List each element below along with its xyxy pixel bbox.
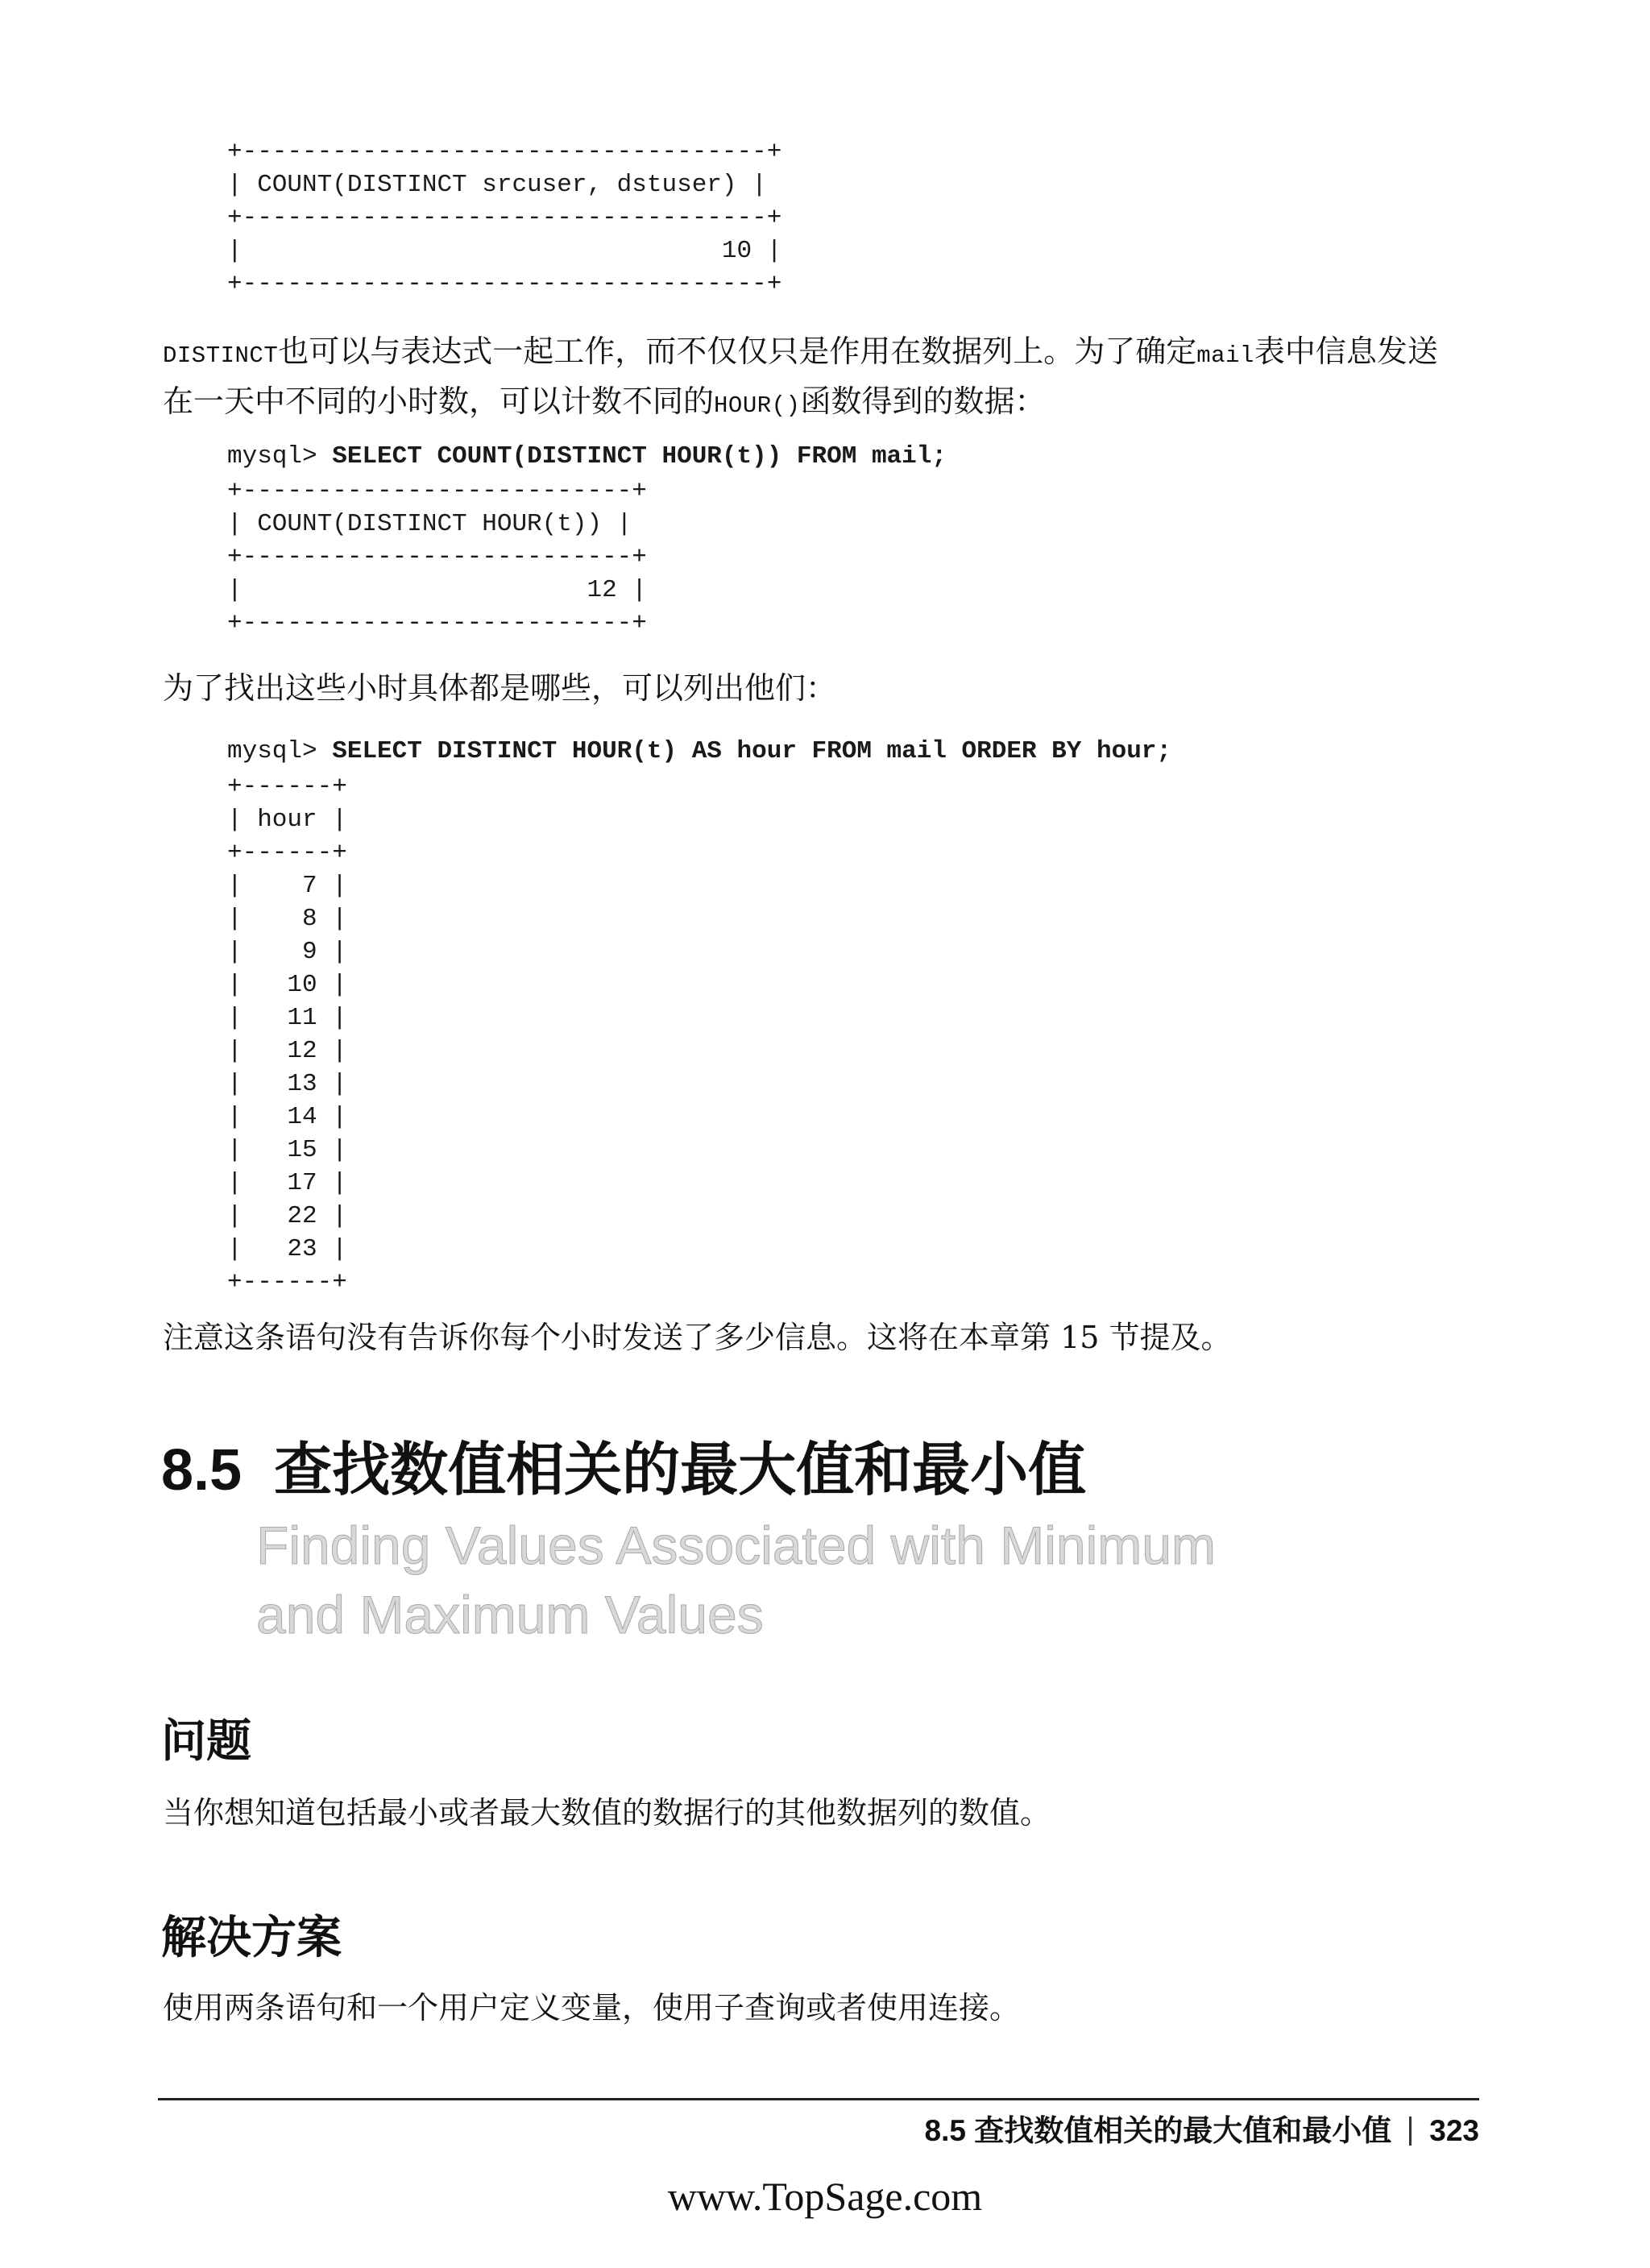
sql-statement: SELECT COUNT(DISTINCT HOUR(t)) FROM mail;	[332, 442, 947, 471]
table-line: +------+	[227, 773, 347, 801]
table-line: | 13 |	[227, 1070, 347, 1098]
mysql-prompt: mysql>	[227, 442, 333, 471]
table-line: | 10 |	[227, 971, 347, 999]
watermark-url: www.TopSage.com	[667, 2174, 983, 2219]
solution-heading: 解决方案	[161, 1912, 342, 1963]
inline-code: HOUR()	[714, 392, 801, 419]
paragraph-note: 注意这条语句没有告诉你每个小时发送了多少信息。这将在本章第 15 节提及。	[163, 1320, 1232, 1355]
table-line: +-----------------------------------+	[227, 270, 782, 298]
section-number: 8.5	[161, 1438, 243, 1503]
footer-separator	[1409, 2117, 1412, 2146]
mysql-prompt: mysql>	[227, 737, 333, 765]
table-line: | 17 |	[227, 1169, 347, 1197]
table-line: +--------------------------+	[227, 477, 647, 505]
result-table-hours	[227, 770, 347, 1299]
table-line: +------+	[227, 1268, 347, 1296]
table-line: +-----------------------------------+	[227, 138, 782, 166]
result-table-count-distinct-users	[227, 135, 781, 301]
table-line: | COUNT(DISTINCT HOUR(t)) |	[227, 510, 632, 538]
paragraph-list-hours: 为了找出这些小时具体都是哪些，可以列出他们：	[163, 670, 837, 706]
table-line: +--------------------------+	[227, 543, 647, 571]
table-line: | 23 |	[227, 1235, 347, 1263]
sql-query-count-hours	[227, 440, 947, 473]
paragraph-distinct-expression: DISTINCT也可以与表达式一起工作，而不仅仅只是作用在数据列上。为了确定mail表中信息发送在一天中不同的小时数，可以计数不同的HOUR()函数得到的数据：	[163, 334, 1438, 419]
table-line: | 11 |	[227, 1004, 347, 1032]
inline-code: DISTINCT	[163, 342, 279, 369]
table-line: | 10 |	[227, 237, 782, 265]
table-line: | 12 |	[227, 576, 647, 604]
table-line: | 7 |	[227, 872, 347, 900]
table-line: | 15 |	[227, 1136, 347, 1164]
problem-text: 当你想知道包括最小或者最大数值的数据行的其他数据列的数值。	[163, 1795, 1051, 1831]
section-title	[161, 1434, 1086, 1507]
table-line: | 14 |	[227, 1103, 347, 1131]
table-line: +--------------------------+	[227, 609, 647, 637]
footer-divider	[158, 2098, 1479, 2100]
table-line: | 9 |	[227, 938, 347, 966]
table-line: | COUNT(DISTINCT srcuser, dstuser) |	[227, 171, 767, 199]
table-line: | 12 |	[227, 1037, 347, 1065]
page-number: 323	[1429, 2114, 1479, 2147]
problem-heading: 问题	[161, 1715, 251, 1766]
running-footer	[925, 2111, 1479, 2151]
section-subtitle: Finding Values Associated with Minimum and Maximum Values	[256, 1515, 1216, 1644]
sql-query-distinct-hours	[227, 735, 1171, 768]
table-line: +------+	[227, 839, 347, 867]
table-line: | hour |	[227, 806, 347, 834]
solution-text: 使用两条语句和一个用户定义变量，使用子查询或者使用连接。	[163, 1990, 1021, 2025]
table-line: +-----------------------------------+	[227, 204, 782, 232]
sql-statement: SELECT DISTINCT HOUR(t) AS hour FROM mail ORDER BY hour;	[332, 737, 1172, 765]
footer-section-title: 8.5 查找数值相关的最大值和最小值	[924, 2114, 1392, 2147]
result-table-count-distinct-hours	[227, 475, 647, 640]
table-line: | 22 |	[227, 1202, 347, 1230]
inline-code: mail	[1196, 342, 1254, 369]
section-title-text: 查找数值相关的最大值和最小值	[274, 1438, 1087, 1503]
table-line: | 8 |	[227, 905, 347, 933]
